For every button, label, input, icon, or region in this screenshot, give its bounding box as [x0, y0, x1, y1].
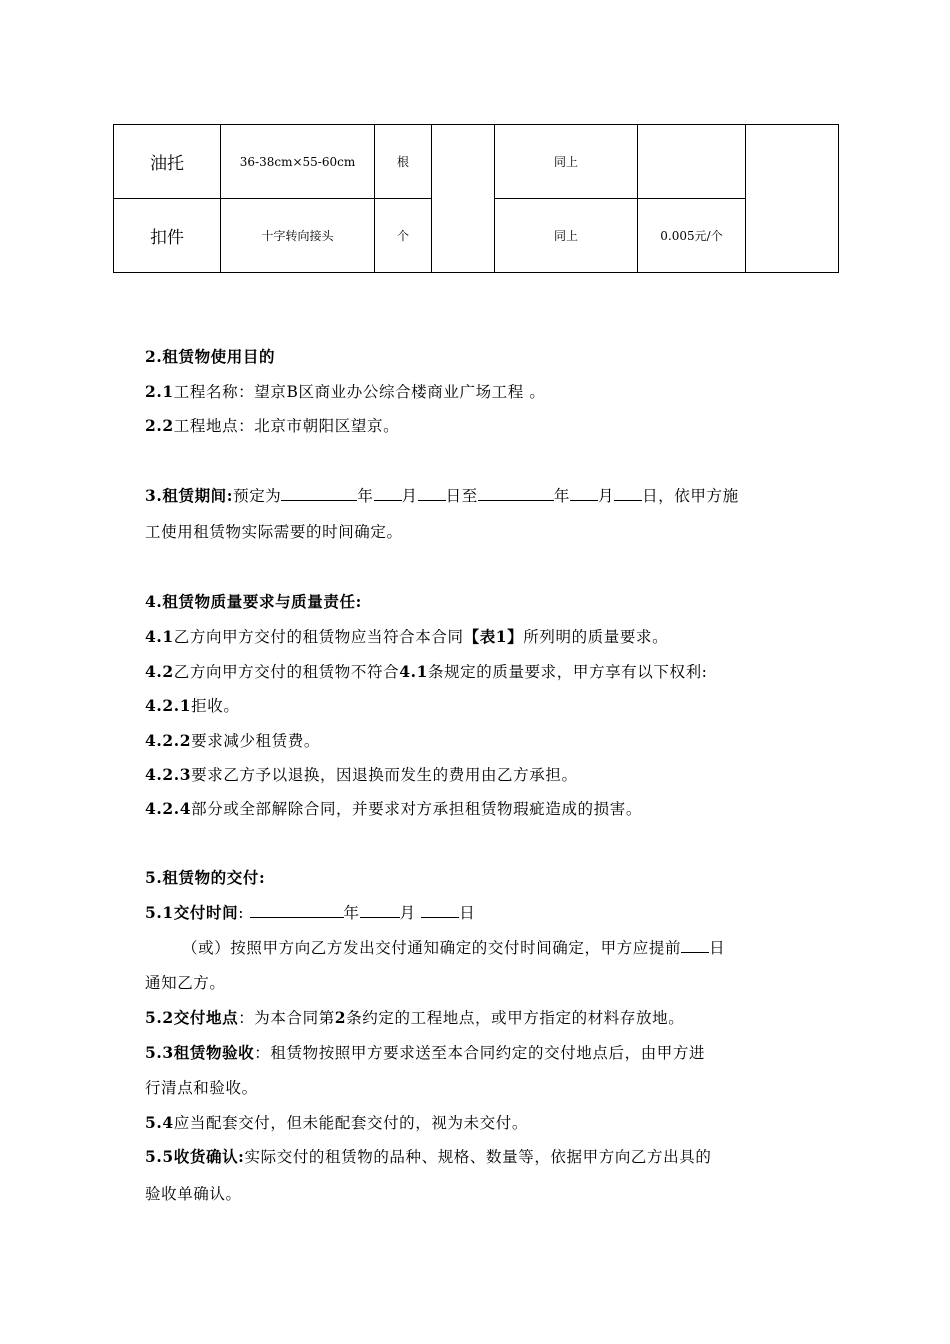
- paragraph: 5.3租赁物验收：租赁物按照甲方要求送至本合同约定的交付地点后，由甲方进: [145, 1043, 706, 1062]
- paragraph: 4.1乙方向甲方交付的租赁物应当符合本合同【表1】所列明的质量要求。: [145, 627, 669, 646]
- paragraph: 5.2交付地点：为本合同第2条约定的工程地点，或甲方指定的材料存放地。: [145, 1008, 685, 1027]
- item-note: 同上: [495, 125, 638, 199]
- paragraph: 通知乙方。: [145, 974, 226, 992]
- item-price: 0.005元/个: [638, 199, 746, 273]
- item-name: 扣件: [114, 199, 221, 273]
- rental-items-table: [113, 124, 839, 273]
- section-heading: 2.租赁物使用目的: [145, 347, 276, 366]
- paragraph: 4.2.3要求乙方予以退换，因退换而发生的费用由乙方承担。: [145, 765, 578, 784]
- item-name: 油托: [114, 125, 221, 199]
- paragraph: 4.2.1拒收。: [145, 696, 240, 715]
- merged-cell: [746, 125, 839, 273]
- paragraph: 2.1工程名称：望京B区商业办公综合楼商业广场工程 。: [145, 382, 546, 401]
- item-note: 同上: [495, 199, 638, 273]
- paragraph: 行清点和验收。: [145, 1079, 258, 1097]
- item-unit: 根: [375, 125, 432, 199]
- paragraph: （或）按照甲方向乙方发出交付通知确定的交付时间确定，甲方应提前 日: [182, 939, 726, 957]
- paragraph: 5.1交付时间: 年 月 日: [145, 903, 476, 922]
- paragraph: 5.4应当配套交付，但未能配套交付的，视为未交付。: [145, 1113, 528, 1132]
- paragraph: 2.2工程地点：北京市朝阳区望京。: [145, 416, 400, 435]
- paragraph: 验收单确认。: [145, 1185, 242, 1203]
- paragraph: 4.2乙方向甲方交付的租赁物不符合4.1条规定的质量要求，甲方享有以下权利:: [145, 662, 708, 681]
- item-spec: 36-38cm×55-60cm: [221, 125, 375, 199]
- item-unit: 个: [375, 199, 432, 273]
- paragraph: 4.2.2要求减少租赁费。: [145, 731, 320, 750]
- section-heading: 5.租赁物的交付:: [145, 868, 266, 887]
- paragraph: 4.2.4部分或全部解除合同，并要求对方承担租赁物瑕疵造成的损害。: [145, 799, 642, 818]
- section-heading: 4.租赁物质量要求与质量责任:: [145, 592, 362, 611]
- item-spec: 十字转向接头: [221, 199, 375, 273]
- paragraph: 3.租赁期间:预定为 年 月 日至 年 月 日，依甲方施: [145, 486, 739, 505]
- item-price: [638, 125, 746, 199]
- table-row: [114, 125, 839, 199]
- paragraph: 5.5收货确认:实际交付的租赁物的品种、规格、数量等，依据甲方向乙方出具的: [145, 1147, 712, 1166]
- paragraph: 工使用租赁物实际需要的时间确定。: [145, 523, 403, 541]
- merged-cell: [432, 125, 495, 273]
